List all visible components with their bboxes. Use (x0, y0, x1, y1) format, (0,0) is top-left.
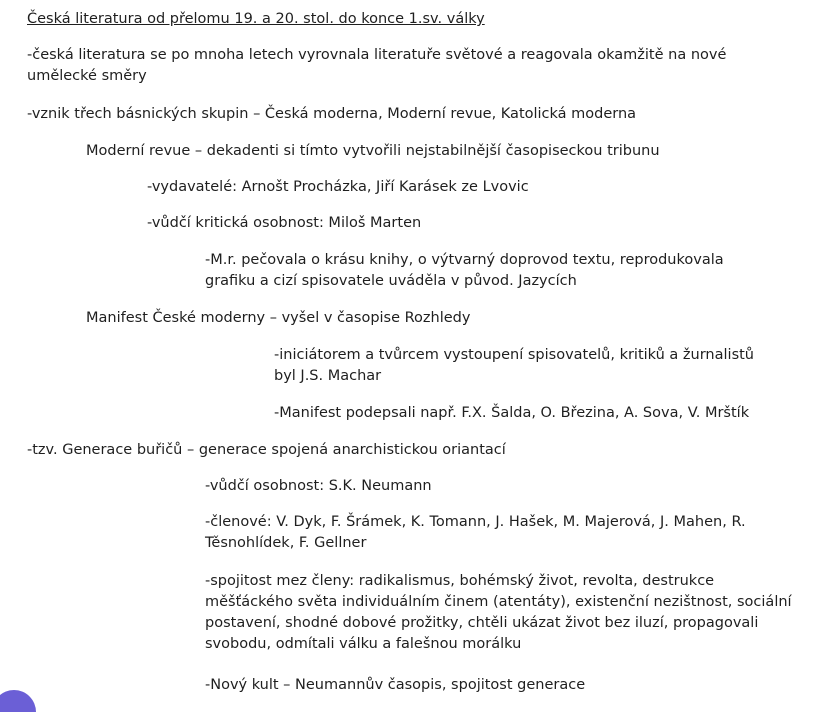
paragraph-moderni-revue: Moderní revue – dekadenti si tímto vytvořili nejstabilnější časopiseckou tribunu (86, 143, 660, 159)
paragraph-connections: -spojitost mez členy: radikalismus, bohémský život, revolta, destrukce měšťáckého světa individuálním činem (atentáty), existenční nezištnost, sociální postavení, shodné dobové prožitky, chtěli ukázat život bez iluzí, propagovali svobodu, odmítali válku a falešnou morálku (205, 573, 792, 652)
floating-action-button[interactable] (0, 690, 36, 712)
paragraph-novy-kult: -Nový kult – Neumannův časopis, spojitost generace (205, 677, 586, 693)
document-title: Česká literatura od přelomu 19. a 20. stol. do konce 1.sv. války (27, 11, 485, 27)
paragraph-rebels: -tzv. Generace buřičů – generace spojená anarchistickou oriantací (27, 442, 506, 458)
paragraph-book-care: -M.r. pečovala o krásu knihy, o výtvarný doprovod textu, reprodukovala grafiku a cizí spisovatele uváděla v původ. Jazycích (205, 252, 724, 289)
paragraph-leader: -vůdčí osobnost: S.K. Neumann (205, 478, 432, 494)
paragraph-publishers: -vydavatelé: Arnošt Procházka, Jiří Karásek ze Lvovic (147, 179, 529, 195)
paragraph-signatories: -Manifest podepsali např. F.X. Šalda, O. Březina, A. Sova, V. Mrštík (274, 405, 750, 421)
paragraph-groups: -vznik třech básnických skupin – Česká moderna, Moderní revue, Katolická moderna (27, 106, 637, 122)
paragraph-intro: -česká literatura se po mnoha letech vyrovnala literatuře světové a reagovala okamžitě na nové umělecké směry (27, 47, 727, 84)
paragraph-members: -členové: V. Dyk, F. Šrámek, K. Tomann, J. Hašek, M. Majerová, J. Mahen, R. Těsnohlídek, F. Gellner (205, 514, 746, 551)
paragraph-manifest: Manifest České moderny – vyšel v časopise Rozhledy (86, 310, 471, 326)
paragraph-initiator: -iniciátorem a tvůrcem vystoupení spisovatelů, kritiků a žurnalistů byl J.S. Machar (274, 347, 754, 384)
paragraph-critic: -vůdčí kritická osobnost: Miloš Marten (147, 215, 422, 231)
